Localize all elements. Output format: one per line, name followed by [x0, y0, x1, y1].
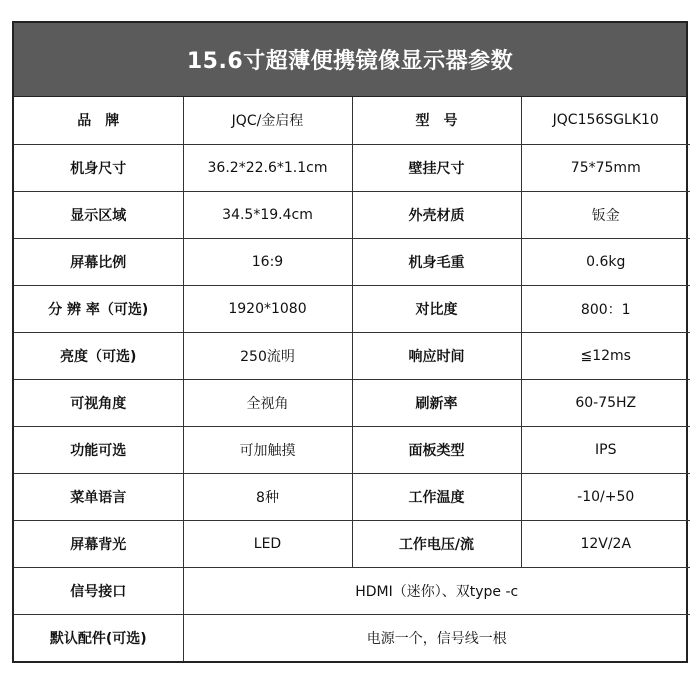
spec-label: 分 辨 率（可选): [14, 285, 183, 332]
table-row: [14, 426, 690, 473]
page-title: 15.6寸超薄便携镜像显示器参数: [14, 23, 686, 97]
spec-label: 屏幕背光: [14, 520, 183, 567]
spec-label: 机身毛重: [352, 238, 521, 285]
spec-label: 工作温度: [352, 473, 521, 520]
table-row: [14, 97, 690, 144]
table-row: [14, 238, 690, 285]
spec-label: 菜单语言: [14, 473, 183, 520]
spec-value: 0.6kg: [521, 238, 690, 285]
spec-value: 可加触摸: [183, 426, 352, 473]
spec-label: 响应时间: [352, 332, 521, 379]
spec-label: 功能可选: [14, 426, 183, 473]
spec-value: IPS: [521, 426, 690, 473]
spec-label: 亮度（可选): [14, 332, 183, 379]
table-row-wide: [14, 614, 690, 661]
table-row: [14, 285, 690, 332]
spec-value: 60-75HZ: [521, 379, 690, 426]
spec-label: 品 牌: [14, 97, 183, 144]
table-row: [14, 191, 690, 238]
spec-value: 34.5*19.4cm: [183, 191, 352, 238]
spec-label: 机身尺寸: [14, 144, 183, 191]
spec-label: 可视角度: [14, 379, 183, 426]
table-row: [14, 332, 690, 379]
spec-value: 钣金: [521, 191, 690, 238]
spec-value: 75*75mm: [521, 144, 690, 191]
spec-value: -10/+50: [521, 473, 690, 520]
spec-label: 壁挂尺寸: [352, 144, 521, 191]
table-row: [14, 379, 690, 426]
spec-label: 对比度: [352, 285, 521, 332]
table-row: [14, 473, 690, 520]
spec-label: 屏幕比例: [14, 238, 183, 285]
spec-label: 面板类型: [352, 426, 521, 473]
spec-label: 型 号: [352, 97, 521, 144]
spec-value: JQC156SGLK10: [521, 97, 690, 144]
spec-value: LED: [183, 520, 352, 567]
spec-value: 1920*1080: [183, 285, 352, 332]
spec-label: 工作电压/流: [352, 520, 521, 567]
table-row-wide: [14, 567, 690, 614]
spec-label: 默认配件(可选): [14, 614, 183, 661]
spec-value: ≦12ms: [521, 332, 690, 379]
spec-value: 250流明: [183, 332, 352, 379]
spec-label: 信号接口: [14, 567, 183, 614]
spec-value: 电源一个，信号线一根: [183, 614, 690, 661]
spec-value: HDMI（迷你）、双type -c: [183, 567, 690, 614]
table-row: [14, 144, 690, 191]
spec-value: 36.2*22.6*1.1cm: [183, 144, 352, 191]
spec-value: 8种: [183, 473, 352, 520]
spec-value: 16:9: [183, 238, 352, 285]
spec-sheet: [12, 21, 688, 663]
spec-table: [14, 97, 690, 661]
spec-label: 显示区域: [14, 191, 183, 238]
spec-label: 刷新率: [352, 379, 521, 426]
spec-value: JQC/金启程: [183, 97, 352, 144]
spec-value: 全视角: [183, 379, 352, 426]
table-row: [14, 520, 690, 567]
spec-value: 800：1: [521, 285, 690, 332]
spec-label: 外壳材质: [352, 191, 521, 238]
spec-value: 12V/2A: [521, 520, 690, 567]
